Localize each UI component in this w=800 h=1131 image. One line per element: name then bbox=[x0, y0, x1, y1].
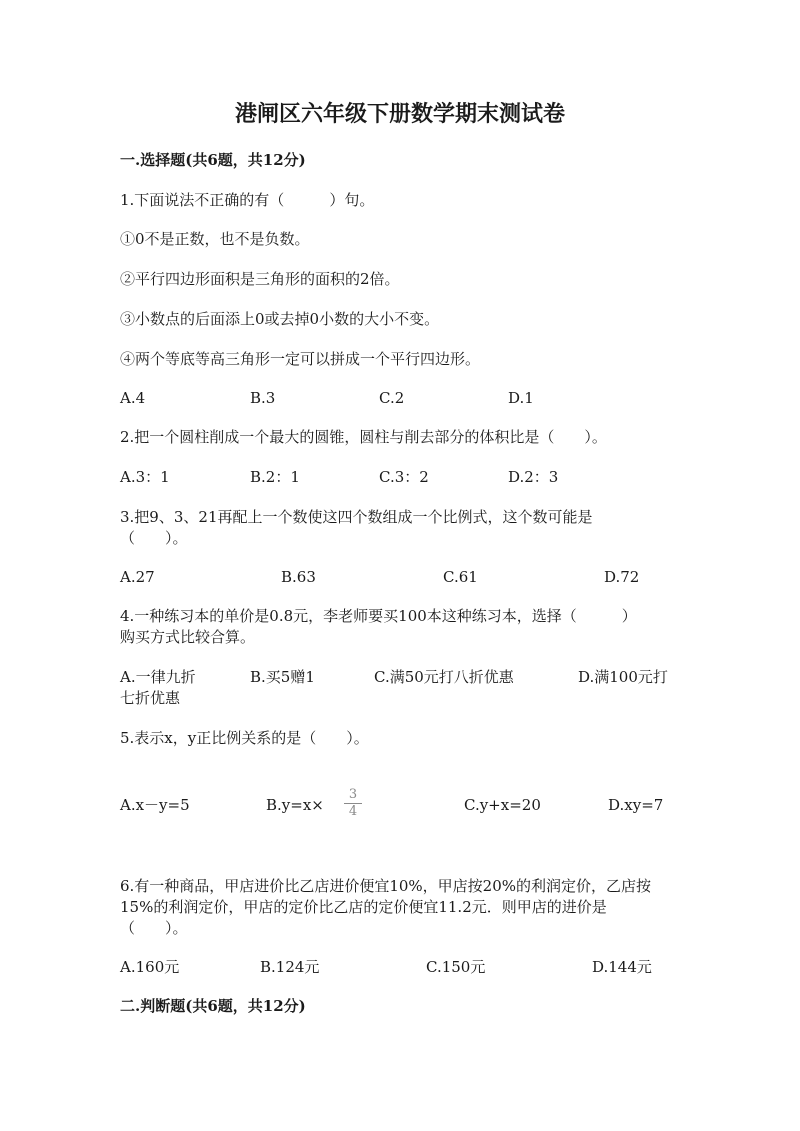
question-3-option-b: B.63 bbox=[281, 568, 316, 586]
question-3-stem-line-1: 3.把9、3、21再配上一个数使这四个数组成一个比例式，这个数可能是 bbox=[120, 508, 593, 526]
question-4-option-d: D.满100元打 bbox=[578, 668, 668, 686]
question-4-option-d-continued: 七折优惠 bbox=[120, 689, 181, 707]
question-4-stem-line-1: 4.一种练习本的单价是0.8元，李老师要买100本这种练习本，选择（ ） bbox=[120, 607, 637, 625]
question-2-option-d: D.2：3 bbox=[508, 468, 559, 486]
question-1-stem: 1.下面说法不正确的有（ ）句。 bbox=[120, 191, 375, 209]
question-4-option-b: B.买5赠1 bbox=[250, 668, 315, 686]
question-1-statement: ①0不是正数，也不是负数。 bbox=[120, 230, 310, 248]
fraction-numerator: 3 bbox=[348, 787, 358, 802]
question-6-option-b: B.124元 bbox=[260, 958, 320, 976]
question-1-statement: ②平行四边形面积是三角形的面积的2倍。 bbox=[120, 270, 400, 288]
question-3-option-a: A.27 bbox=[120, 568, 155, 586]
question-4-stem-line-2: 购买方式比较合算。 bbox=[120, 628, 256, 646]
question-1-option-c: C.2 bbox=[379, 389, 405, 407]
question-3-stem-line-2: （ ）。 bbox=[120, 529, 188, 547]
question-2-option-c: C.3：2 bbox=[379, 468, 429, 486]
question-5-option-d: D.xy=7 bbox=[608, 796, 664, 814]
question-1-statement: ④两个等底等高三角形一定可以拼成一个平行四边形。 bbox=[120, 350, 481, 368]
question-6-stem-line-2: 15%的利润定价，甲店的定价比乙店的定价便宜11.2元．则甲店的进价是 bbox=[120, 898, 607, 916]
question-1-option-d: D.1 bbox=[508, 389, 534, 407]
question-1-option-a: A.4 bbox=[120, 389, 146, 407]
question-3-option-c: C.61 bbox=[443, 568, 478, 586]
question-5-option-c: C.y+x=20 bbox=[464, 796, 541, 814]
question-4-option-a: A.一律九折 bbox=[120, 668, 196, 686]
question-1-statement: ③小数点的后面添上0或去掉0小数的大小不变。 bbox=[120, 310, 440, 328]
question-5-option-a: A.x－y=5 bbox=[120, 796, 190, 814]
section-heading-choice: 一.选择题(共6题，共12分) bbox=[120, 151, 306, 169]
fraction-three-quarters bbox=[344, 788, 362, 819]
question-5-option-b: B.y=x× bbox=[266, 796, 324, 814]
question-5-stem: 5.表示x，y正比例关系的是（ ）。 bbox=[120, 729, 369, 747]
question-4-option-c: C.满50元打八折优惠 bbox=[374, 668, 514, 686]
question-3-option-d: D.72 bbox=[604, 568, 640, 586]
question-2-option-a: A.3：1 bbox=[120, 468, 170, 486]
question-2-stem: 2.把一个圆柱削成一个最大的圆锥，圆柱与削去部分的体积比是（ ）。 bbox=[120, 428, 607, 446]
question-6-option-a: A.160元 bbox=[120, 958, 180, 976]
question-2-option-b: B.2：1 bbox=[250, 468, 300, 486]
question-6-option-c: C.150元 bbox=[426, 958, 486, 976]
question-6-stem-line-3: （ ）。 bbox=[120, 919, 188, 937]
question-1-option-b: B.3 bbox=[250, 389, 276, 407]
section-heading-judgement: 二.判断题(共6题，共12分) bbox=[120, 997, 306, 1015]
fraction-denominator: 4 bbox=[348, 804, 358, 819]
page-title: 港闸区六年级下册数学期末测试卷 bbox=[234, 101, 565, 127]
question-6-stem-line-1: 6.有一种商品，甲店进价比乙店进价便宜10%，甲店按20%的利润定价，乙店按 bbox=[120, 877, 651, 895]
question-6-option-d: D.144元 bbox=[592, 958, 652, 976]
